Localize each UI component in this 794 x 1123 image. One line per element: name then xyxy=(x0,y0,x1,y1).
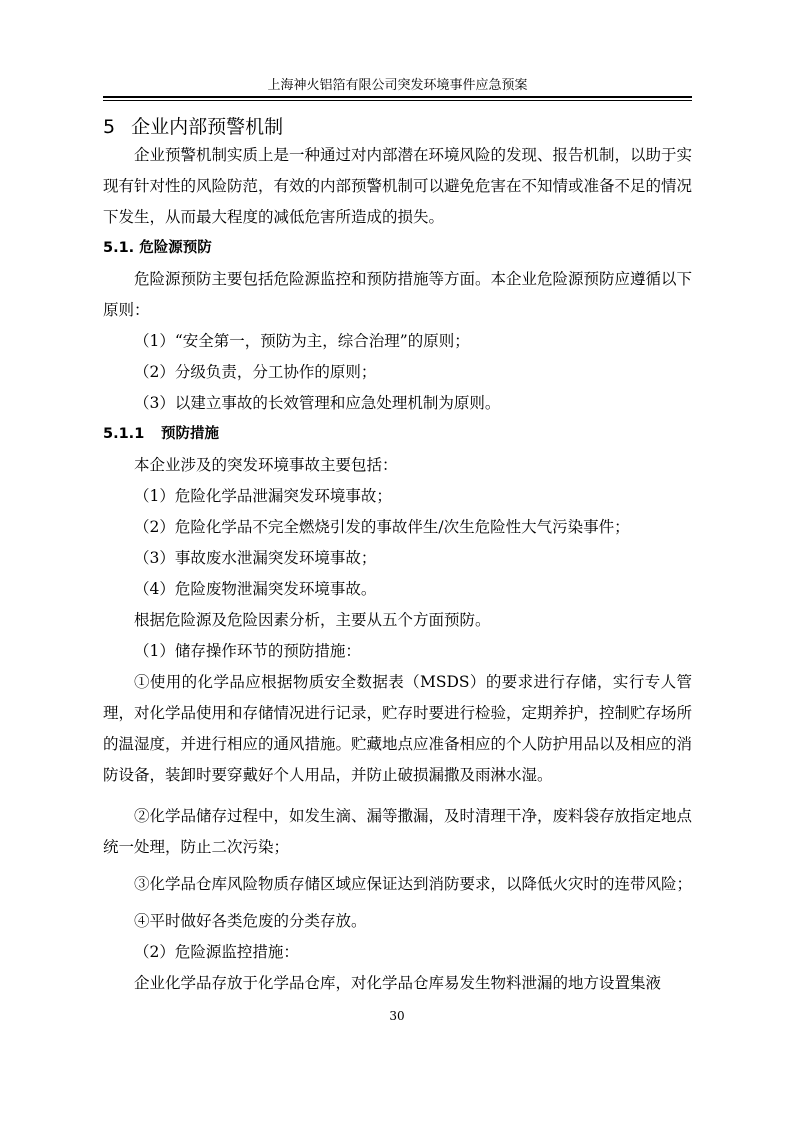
monitor-paragraph: 企业化学品存放于化学品仓库，对化学品仓库易发生物料泄漏的地方设置集液 xyxy=(134,974,662,992)
storage-heading: （1）储存操作环节的预防措施： xyxy=(134,642,361,660)
principle-item: （3）以建立事故的长效管理和应急处理机制为原则。 xyxy=(134,394,501,412)
page-content xyxy=(103,106,692,999)
analysis-line: 根据危险源及危险因素分析，主要从五个方面预防。 xyxy=(134,611,491,629)
intro-paragraph: 企业预警机制实质上是一种通过对内部潜在环境风险的发现、报告机制，以助于实现有针对性的风险防范，有效的内部预警机制可以避免危害在不知情或准备不足的情况下发生，从而最大程度的减低危害所造成的损失。 xyxy=(103,146,693,226)
events-lead: 本企业涉及的突发环境事故主要包括： xyxy=(134,456,398,474)
principle-item: （1）“安全第一，预防为主，综合治理”的原则； xyxy=(134,332,470,350)
event-item: （3）事故废水泄漏突发环境事故； xyxy=(134,549,377,567)
storage-item: ④平时做好各类危废的分类存放。 xyxy=(134,912,367,930)
page-number: 30 xyxy=(389,1009,405,1023)
storage-item: ②化学品储存过程中，如发生滴、漏等撒漏，及时清理干净，废料袋存放指定地点统一处理，防止二次污染； xyxy=(103,807,693,856)
event-item: （1）危险化学品泄漏突发环境事故； xyxy=(134,487,392,505)
storage-item: ③化学品仓库风险物质存储区域应保证达到消防要求，以降低火灾时的连带风险； xyxy=(134,875,693,893)
header-rule-thin xyxy=(103,100,692,101)
subsection-title: 预防措施 xyxy=(161,426,219,442)
section-title: 企业内部预警机制 xyxy=(131,116,284,138)
page-header: 上海神火铝箔有限公司突发环境事件应急预案 xyxy=(267,78,528,93)
prevention-paragraph: 危险源预防主要包括危险源监控和预防措施等方面。本企业危险源预防应遵循以下原则： xyxy=(103,270,693,319)
storage-item: ①使用的化学品应根据物质安全数据表（MSDS）的要求进行存储，实行专人管理，对化学品使用和存储情况进行记录，贮存时要进行检验，定期养护，控制贮存场所的温湿度，并进行相应的通风措施。贮藏地点应准备相应的个人防护用品以及相应的消防设备，装卸时要穿戴好个人用品，并防止破损漏撒及雨淋水湿。 xyxy=(103,673,693,784)
event-item: （4）危险废物泄漏突发环境事故。 xyxy=(134,580,377,598)
subsection-heading-5-1-1 xyxy=(103,419,692,450)
subsection-heading-5-1: 5.1. 危险源预防 xyxy=(103,240,212,256)
monitor-heading: （2）危险源监控措施： xyxy=(134,943,299,961)
section-heading xyxy=(103,106,692,140)
header-rule-thick xyxy=(103,96,692,98)
principle-item: （2）分级负责，分工协作的原则； xyxy=(134,363,377,381)
event-item: （2）危险化学品不完全燃烧引发的事故伴生/次生危险性大气污染事件； xyxy=(134,518,630,536)
section-number: 5 xyxy=(103,116,116,138)
subsection-number: 5.1.1 xyxy=(103,426,145,442)
